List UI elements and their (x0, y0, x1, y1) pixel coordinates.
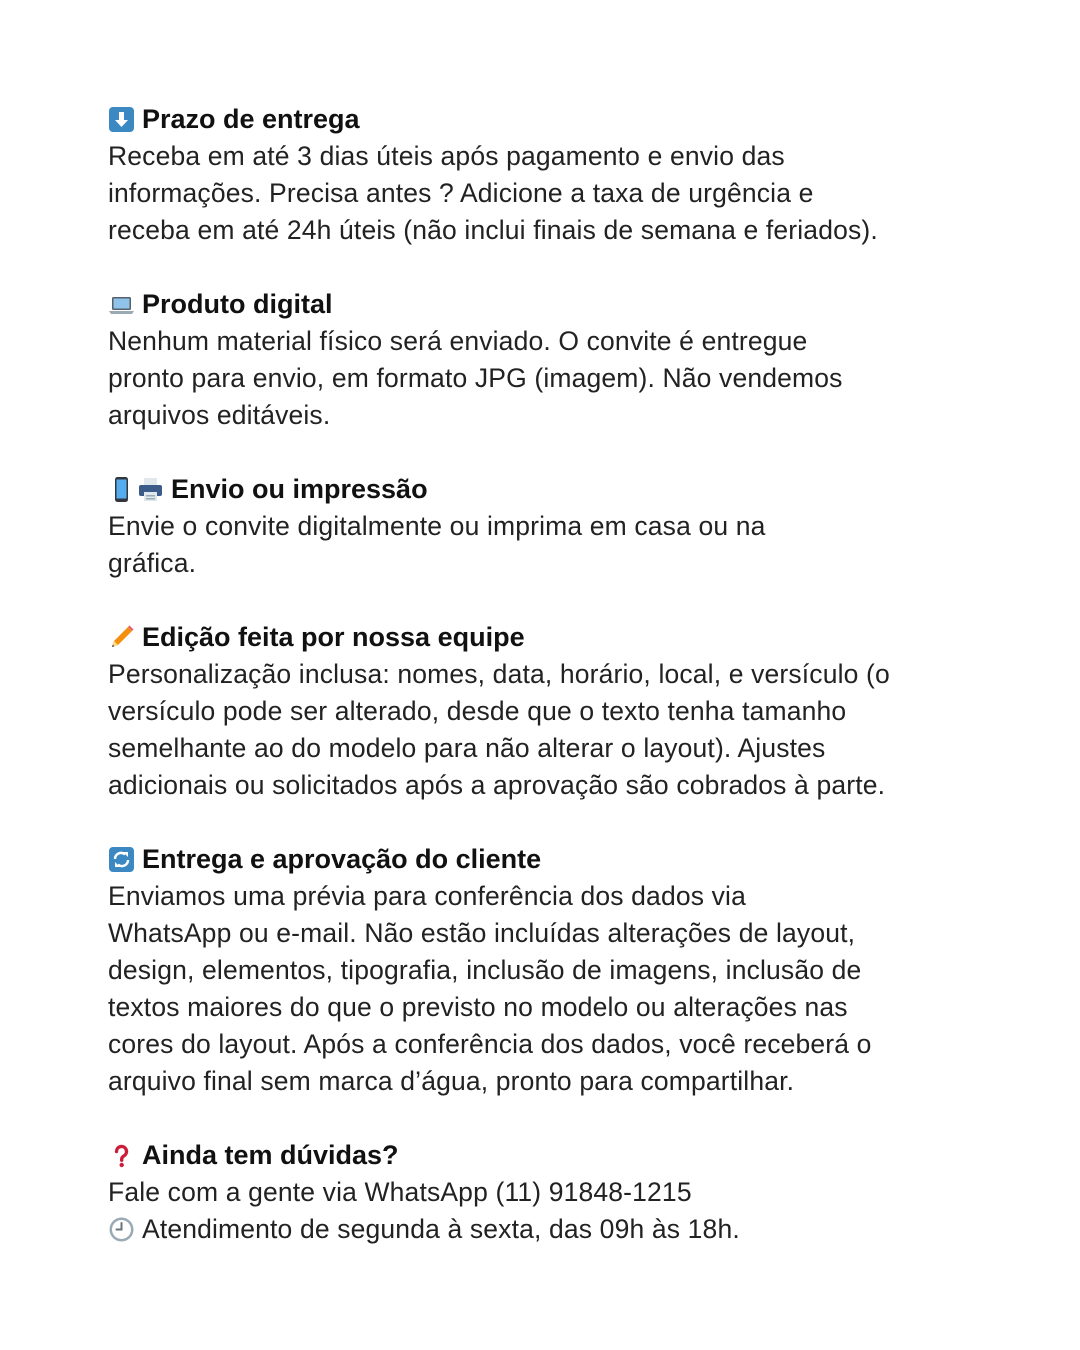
repeat-arrows-icon (108, 846, 135, 873)
section-delivery-approval (108, 841, 988, 1100)
info-document (108, 101, 988, 1285)
section-title: Produto digital (142, 289, 333, 319)
section-heading (108, 471, 988, 508)
body-line: receba em até 24h úteis (não inclui finais de semana e feriados). (108, 215, 878, 245)
body-line: semelhante ao do modelo para não alterar o layout). Ajustes (108, 733, 826, 763)
body-line: gráfica. (108, 548, 197, 578)
section-send-or-print (108, 471, 988, 582)
section-heading (108, 101, 988, 138)
body-line: arquivo final sem marca d’água, pronto para compartilhar. (108, 1066, 795, 1096)
body-line: WhatsApp ou e-mail. Não estão incluídas alterações de layout, (108, 918, 856, 948)
printer-icon (137, 476, 164, 503)
hours-text: Atendimento de segunda à sexta, das 09h às 18h. (142, 1214, 740, 1244)
body-line: Receba em até 3 dias úteis após pagamento e envio das (108, 141, 785, 171)
laptop-icon (108, 291, 135, 318)
question-mark-icon (108, 1142, 135, 1169)
body-line: versículo pode ser alterado, desde que o texto tenha tamanho (108, 696, 847, 726)
body-line: pronto para envio, em formato JPG (imagem). Não vendemos (108, 363, 843, 393)
section-title: Envio ou impressão (171, 474, 428, 504)
section-heading (108, 286, 988, 323)
body-line: Nenhum material físico será enviado. O convite é entregue (108, 326, 808, 356)
section-heading (108, 841, 988, 878)
body-line: informações. Precisa antes ? Adicione a taxa de urgência e (108, 178, 814, 208)
mobile-phone-icon (108, 476, 135, 503)
body-line: Enviamos uma prévia para conferência dos dados via (108, 881, 746, 911)
section-editing (108, 619, 988, 804)
hours-line (108, 1211, 988, 1248)
section-delivery-time (108, 101, 988, 249)
section-heading (108, 1137, 988, 1174)
body-line: design, elementos, tipografia, inclusão de imagens, inclusão de (108, 955, 862, 985)
down-arrow-icon (108, 106, 135, 133)
pencil-icon (108, 624, 135, 651)
section-title: Edição feita por nossa equipe (142, 622, 525, 652)
section-title: Prazo de entrega (142, 104, 360, 134)
body-line: Envie o convite digitalmente ou imprima em casa ou na (108, 511, 766, 541)
body-line: cores do layout. Após a conferência dos dados, você receberá o (108, 1029, 872, 1059)
clock-icon (108, 1216, 135, 1243)
section-title: Entrega e aprovação do cliente (142, 844, 542, 874)
section-title: Ainda tem dúvidas? (142, 1140, 399, 1170)
section-questions (108, 1137, 988, 1248)
body-line: textos maiores do que o previsto no modelo ou alterações nas (108, 992, 848, 1022)
section-digital-product (108, 286, 988, 434)
body-line: arquivos editáveis. (108, 400, 331, 430)
body-line: Personalização inclusa: nomes, data, horário, local, e versículo (o (108, 659, 890, 689)
contact-line: Fale com a gente via WhatsApp (11) 91848-1215 (108, 1177, 692, 1207)
section-heading (108, 619, 988, 656)
body-line: adicionais ou solicitados após a aprovação são cobrados à parte. (108, 770, 886, 800)
